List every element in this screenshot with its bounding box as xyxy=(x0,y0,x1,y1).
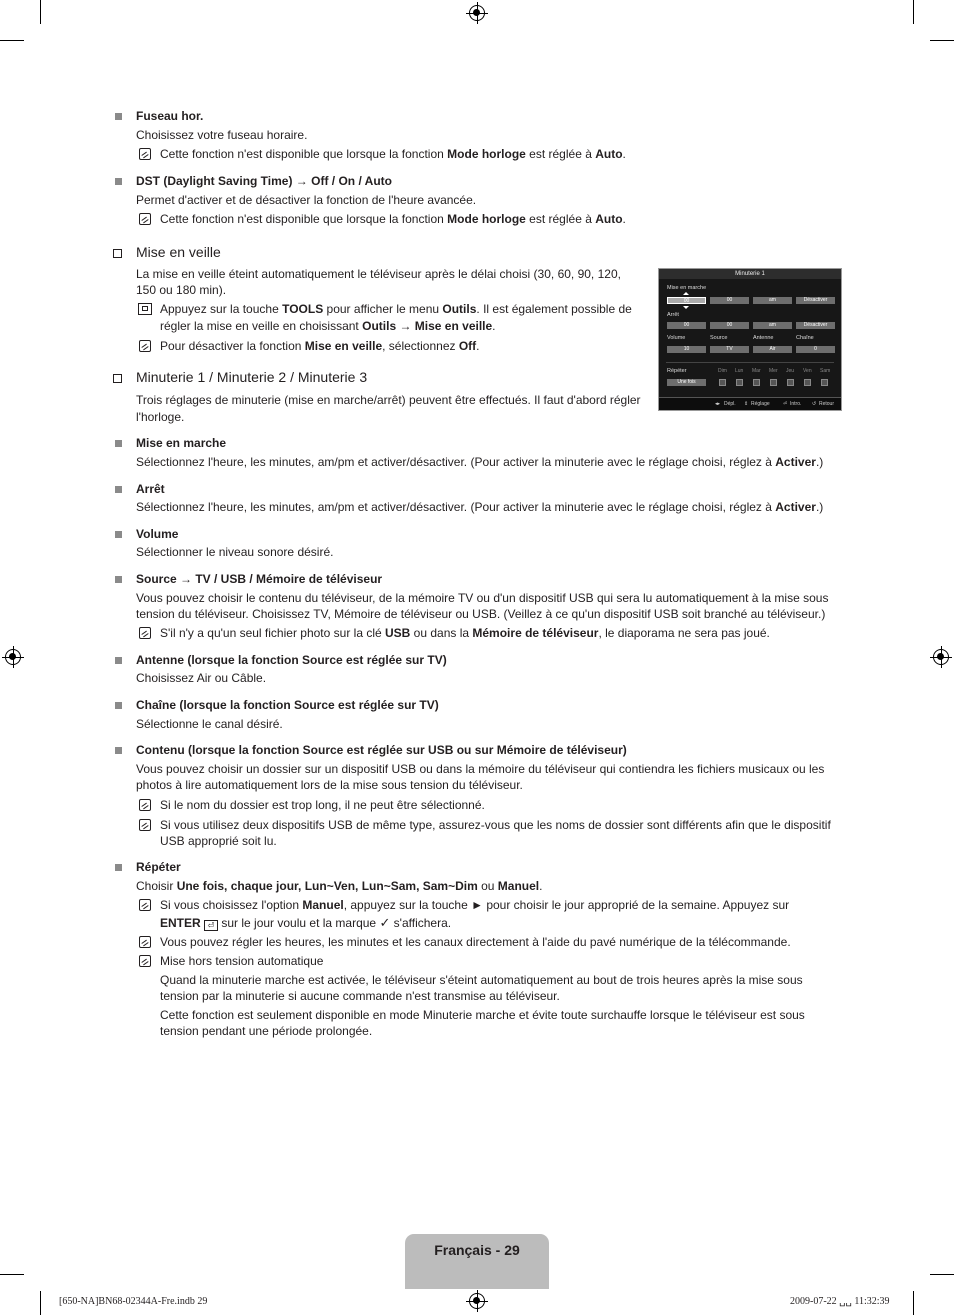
note-text xyxy=(160,626,770,641)
bold-term: USB xyxy=(385,626,411,640)
adjust-icon: ⇕ xyxy=(744,401,749,407)
hint-label: Dépl. xyxy=(724,401,736,407)
crop-mark xyxy=(40,1291,41,1315)
text-run: , appuyez sur la touche ► pour choisir le jour approprié de la semaine. Appuyez sur xyxy=(343,898,790,912)
note-text xyxy=(160,339,480,354)
field-ampm: am xyxy=(753,322,792,329)
day-checkbox xyxy=(804,379,811,386)
return-icon: ↺ xyxy=(812,401,817,407)
item-title: Chaîne (lorsque la fonction Source est réglée sur TV) xyxy=(136,698,439,712)
text-run: Sélectionnez l'heure, les minutes, am/pm et activer/désactiver. (Pour activer la minuterie avec le réglage choisi, réglez à xyxy=(136,500,776,514)
bullet-icon xyxy=(115,486,122,493)
item-desc: tension du téléviseur. Choisissez TV, Mémoire de téléviseur ou USB. (Veillez à ce qu'un dispositif USB soit branché au téléviseur.) xyxy=(136,607,826,621)
note-icon xyxy=(139,936,151,948)
note-paragraph: Quand la minuterie marche est activée, le téléviseur s'éteint automatiquement au bout de trois heures après la mise sous xyxy=(160,973,803,987)
registration-mark-icon xyxy=(5,649,21,665)
text-run: est réglée à xyxy=(525,147,596,161)
text-run: . Il est également possible de xyxy=(476,302,632,316)
section-box-icon xyxy=(113,249,122,258)
registration-mark-icon xyxy=(933,649,949,665)
move-icon: ◂▸ xyxy=(715,401,721,407)
text-run: Si vous choisissez l'option xyxy=(160,898,303,912)
day-checkbox xyxy=(719,379,726,386)
note-text: Si vous utilisez deux dispositifs USB de même type, assurez-vous que les noms de dossier sont différents afin que le dispositif xyxy=(160,818,831,832)
bullet-icon xyxy=(115,747,122,754)
field-activate: Désactiver xyxy=(796,297,835,304)
timer-menu-screenshot xyxy=(658,268,842,411)
note-icon xyxy=(139,148,151,160)
field-source: TV xyxy=(710,346,749,353)
day-label: Jeu xyxy=(786,368,795,374)
bold-term: Mode horloge xyxy=(447,147,526,161)
item-desc: Vous pouvez choisir un dossier sur un dispositif USB ou dans la mémoire du téléviseur qui contiendra les fichiers musicaux ou les xyxy=(136,762,825,776)
text-run: Pour désactiver la fonction xyxy=(160,339,305,353)
day-label: Mer xyxy=(769,368,778,374)
arrow-up-icon xyxy=(683,292,689,295)
section-heading: Mise en veille xyxy=(136,244,221,260)
bold-term: Outils xyxy=(442,302,477,316)
day-label: Sam xyxy=(820,368,831,374)
note-icon xyxy=(139,627,151,639)
crop-mark xyxy=(40,0,41,24)
crop-mark xyxy=(913,0,914,24)
crop-mark xyxy=(0,40,24,41)
field-antenna: Air xyxy=(753,346,792,353)
paragraph: 150 ou 180 min). xyxy=(136,283,227,297)
registration-mark-icon xyxy=(469,1293,485,1309)
bold-term: Activer xyxy=(775,500,816,514)
field-minute: 00 xyxy=(710,322,749,329)
section-box-icon xyxy=(113,374,122,383)
text-run: . xyxy=(492,319,496,333)
text-run: ou xyxy=(477,879,498,893)
bold-term: Auto xyxy=(595,212,623,226)
day-label: Lun xyxy=(735,368,744,374)
item-desc: photos à lire automatiquement lors de la mise sous tension du téléviseur. xyxy=(136,778,523,792)
field-channel: 0 xyxy=(796,346,835,353)
bold-term: Manuel xyxy=(302,898,344,912)
day-checkbox xyxy=(821,379,828,386)
menu-label: Volume xyxy=(667,335,686,341)
text-run: . xyxy=(539,879,543,893)
menu-title: Minuterie 1 xyxy=(659,269,841,279)
text-run: . xyxy=(622,147,626,161)
hint-label: Intro. xyxy=(790,401,802,407)
text-run: , le diaporama ne sera pas joué. xyxy=(598,626,770,640)
bullet-icon xyxy=(115,702,122,709)
note-icon xyxy=(139,899,151,911)
field-activate: Désactiver xyxy=(796,322,835,329)
item-title: DST (Daylight Saving Time) → Off / On / Auto xyxy=(136,174,393,188)
menu-label: Mise en marche xyxy=(667,285,707,291)
arrow-down-icon xyxy=(683,306,689,309)
field-minute: 00 xyxy=(710,297,749,304)
footer-timestamp: 2009-07-22 ␣␣ 11:32:39 xyxy=(790,1296,890,1307)
bullet-icon xyxy=(115,657,122,664)
day-label: Ven xyxy=(803,368,812,374)
text-run: Cette fonction n'est disponible que lorsque la fonction xyxy=(160,147,448,161)
item-title: Répéter xyxy=(136,860,181,874)
text-run: régler la mise en veille en choisissant xyxy=(160,319,363,333)
item-desc: Permet d'activer et de désactiver la fonction de l'heure avancée. xyxy=(136,193,477,207)
text-run: Cette fonction n'est disponible que lorsque la fonction xyxy=(160,212,448,226)
item-title: Mise en marche xyxy=(136,436,227,450)
item-title: Antenne (lorsque la fonction Source est réglée sur TV) xyxy=(136,653,447,667)
note-icon xyxy=(139,819,151,831)
item-title: Source → TV / USB / Mémoire de téléviseur xyxy=(136,572,383,586)
field-volume: 10 xyxy=(667,346,706,353)
day-checkbox xyxy=(753,379,760,386)
text-run: . xyxy=(476,339,480,353)
note-text xyxy=(160,898,789,913)
day-checkbox xyxy=(787,379,794,386)
text-run: est réglée à xyxy=(525,212,596,226)
item-desc: Choisissez Air ou Câble. xyxy=(136,671,267,685)
footer-file-info: [650-NA]BN68-02344A-Fre.indb 29 xyxy=(59,1296,208,1307)
text-run: Choisir xyxy=(136,879,177,893)
hint-label: Réglage xyxy=(751,401,770,407)
crop-mark xyxy=(930,40,954,41)
note-paragraph: Cette fonction est seulement disponible en mode Minuterie marche et évite toute surchauffe lorsque le téléviseur est sous xyxy=(160,1008,805,1022)
bullet-icon xyxy=(115,531,122,538)
bold-term: Auto xyxy=(595,147,623,161)
note-text: USB approprié soit lu. xyxy=(160,834,277,848)
bold-term: Off xyxy=(458,339,477,353)
bold-term: Mise en veille xyxy=(304,339,383,353)
menu-label: Répéter xyxy=(667,368,687,374)
bold-term: Mode horloge xyxy=(447,212,526,226)
item-desc: Sélectionne le canal désiré. xyxy=(136,717,283,731)
menu-label: Chaîne xyxy=(796,335,814,341)
note-paragraph: tension pendant une période prolongée. xyxy=(160,1024,373,1038)
note-text-part: s'affichera. xyxy=(390,916,452,930)
bold-term: TOOLS xyxy=(282,302,324,316)
text-run: . xyxy=(622,212,626,226)
bold-term: Mémoire de téléviseur xyxy=(472,626,599,640)
bullet-icon xyxy=(115,440,122,447)
note-text-part: sur le jour voulu et la marque xyxy=(218,916,380,930)
menu-footer xyxy=(659,397,841,410)
bold-term: Activer xyxy=(775,455,816,469)
text-run: , sélectionnez xyxy=(382,339,459,353)
item-desc xyxy=(136,500,823,515)
paragraph: l'horloge. xyxy=(136,410,185,424)
paragraph: Trois réglages de minuterie (mise en marche/arrêt) peuvent être effectués. Il faut d'abord régler xyxy=(136,393,641,407)
registration-mark-icon xyxy=(469,5,485,21)
item-desc: Vous pouvez choisir le contenu du téléviseur, de la mémoire TV ou d'un dispositif USB qui sera lu automatiquement à la mise sous xyxy=(136,591,829,605)
tools-text xyxy=(160,319,496,334)
note-text: Vous pouvez régler les heures, les minutes et les canaux directement à l'aide du pavé numérique de la télécommande. xyxy=(160,935,791,949)
note-icon xyxy=(139,799,151,811)
note-text xyxy=(160,212,626,227)
day-label: Dim xyxy=(718,368,727,374)
item-title: Contenu (lorsque la fonction Source est réglée sur USB ou sur Mémoire de téléviseur) xyxy=(136,743,627,757)
text-run: .) xyxy=(815,455,824,469)
crop-mark xyxy=(930,1274,954,1275)
item-desc: Choisissez votre fuseau horaire. xyxy=(136,128,308,142)
field-repeat: Une fois xyxy=(667,379,706,386)
item-title: Volume xyxy=(136,527,179,541)
enter-icon: ⏎ xyxy=(783,401,788,407)
bullet-icon xyxy=(115,864,122,871)
menu-label: Antenne xyxy=(753,335,774,341)
checkmark-icon: ✓ xyxy=(379,915,391,930)
text-run: Appuyez sur la touche xyxy=(160,302,283,316)
tools-icon xyxy=(138,303,152,315)
day-checkbox xyxy=(736,379,743,386)
text-run: Sélectionnez l'heure, les minutes, am/pm et activer/désactiver. (Pour activer la minuterie avec le réglage choisi, réglez à xyxy=(136,455,776,469)
menu-divider xyxy=(666,362,834,363)
bullet-icon xyxy=(115,113,122,120)
note-paragraph: tension par la minuterie si aucune commande n'est transmise au téléviseur. xyxy=(160,989,560,1003)
note-text xyxy=(160,915,451,931)
enter-label: ENTER xyxy=(160,916,201,930)
page-number: Français - 29 xyxy=(434,1242,520,1258)
hint-label: Retour xyxy=(819,401,835,407)
section-heading: Minuterie 1 / Minuterie 2 / Minuterie 3 xyxy=(136,369,368,385)
item-desc xyxy=(136,455,823,470)
field-ampm: am xyxy=(753,297,792,304)
note-icon xyxy=(139,955,151,967)
note-icon xyxy=(139,340,151,352)
tools-text xyxy=(160,302,632,317)
bold-term: Manuel xyxy=(497,879,540,893)
bullet-icon xyxy=(115,576,122,583)
crop-mark xyxy=(913,1291,914,1315)
field-hour: 00 xyxy=(667,297,706,304)
bold-term: Mise en veille xyxy=(414,319,493,333)
item-desc: Sélectionner le niveau sonore désiré. xyxy=(136,545,334,559)
item-title: Arrêt xyxy=(136,482,165,496)
bold-term: Une fois, chaque jour, Lun~Ven, Lun~Sam, Sam~Dim xyxy=(176,879,478,893)
bullet-icon xyxy=(115,178,122,185)
day-checkbox xyxy=(770,379,777,386)
note-text: Si le nom du dossier est trop long, il ne peut être sélectionné. xyxy=(160,798,485,812)
item-desc xyxy=(136,879,542,894)
page-number-tab xyxy=(405,1234,549,1289)
bold-term: Outils xyxy=(362,319,397,333)
field-hour: 00 xyxy=(667,322,706,329)
crop-mark xyxy=(0,1274,24,1275)
note-text: Mise hors tension automatique xyxy=(160,954,324,968)
text-run: → xyxy=(396,319,415,333)
text-run: S'il n'y a qu'un seul fichier photo sur la clé xyxy=(160,626,385,640)
text-run: ou dans la xyxy=(410,626,473,640)
paragraph: La mise en veille éteint automatiquement le téléviseur après le délai choisi (30, 60, 90, 120, xyxy=(136,267,621,281)
text-run: .) xyxy=(815,500,824,514)
item-title: Fuseau hor. xyxy=(136,109,204,123)
note-text xyxy=(160,147,626,162)
menu-label: Source xyxy=(710,335,728,341)
enter-icon: ⏎ xyxy=(204,920,218,931)
text-run: pour afficher le menu xyxy=(323,302,443,316)
day-label: Mar xyxy=(752,368,761,374)
menu-label: Arrêt xyxy=(667,312,679,318)
note-icon xyxy=(139,213,151,225)
